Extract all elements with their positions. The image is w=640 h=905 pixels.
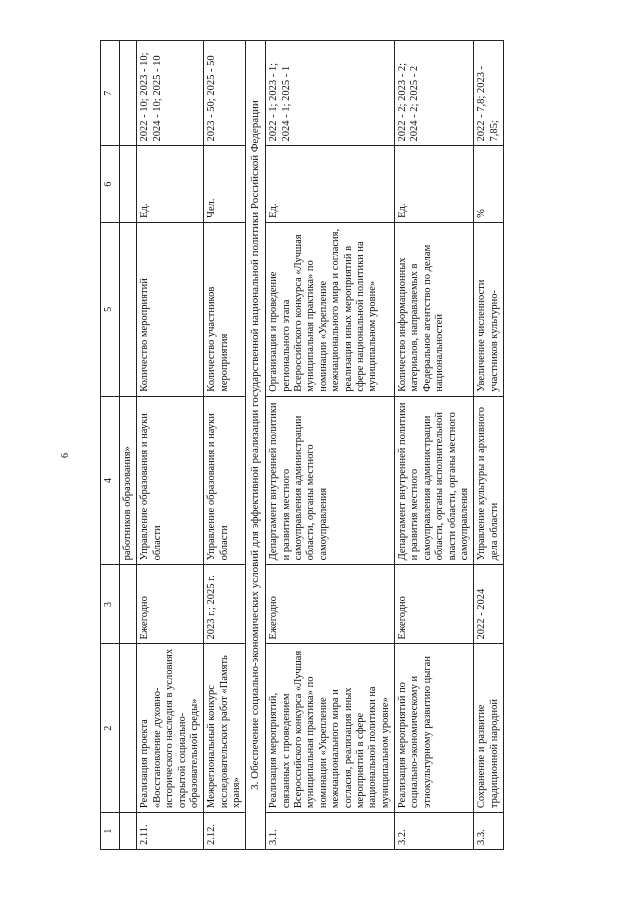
table-cell-col-4: работников образования» <box>120 396 137 565</box>
table-cell-col-6: % <box>474 146 504 222</box>
table-cell-col-5: Увеличение численности участников культурно- <box>474 222 504 396</box>
table-cell-col-3: Ежегодно <box>395 565 474 644</box>
page-number: 6 <box>60 453 71 458</box>
table-cell-col-4: Управление образования и науки области <box>137 396 204 565</box>
section-heading-row <box>246 41 266 850</box>
column-header-6: 6 <box>101 146 120 222</box>
table-cell-col-3: 2023 г.; 2025 г. <box>204 565 246 644</box>
table-cell-col-4: Управление образования и науки области <box>204 396 246 565</box>
table-cell-col-7 <box>120 41 137 146</box>
table-cell-col-5: Количество участников мероприятия <box>204 222 246 396</box>
column-header-5: 5 <box>101 222 120 396</box>
table-cell-col-4: Департамент внутренней политики и развития местного самоуправления администрации области, органы исполнительной власти области, органы местного самоуправления <box>395 396 474 565</box>
table-cell-col-1: 3.1. <box>266 813 395 850</box>
table-cell-col-1: 3.2. <box>395 813 474 850</box>
table-cell-col-3: Ежегодно <box>266 565 395 644</box>
continuation-row <box>120 41 137 850</box>
column-header-7: 7 <box>101 41 120 146</box>
table-cell-col-3: Ежегодно <box>137 565 204 644</box>
table-row <box>204 41 246 850</box>
column-header-3: 3 <box>101 565 120 644</box>
table-cell-col-4: Управление культуры и архивного дела области <box>474 396 504 565</box>
header-row <box>101 41 120 850</box>
table-cell-col-5 <box>120 222 137 396</box>
column-header-4: 4 <box>101 396 120 565</box>
table-cell-col-3 <box>120 565 137 644</box>
table-cell-col-7: 2022 - 1; 2023 - 1; 2024 - 1; 2025 - 1 <box>266 41 395 146</box>
table-row <box>266 41 395 850</box>
table-cell-col-5: Количество информационных материалов, направляемых в Федеральное агентство по делам национальностей <box>395 222 474 396</box>
table-row <box>137 41 204 850</box>
table-cell-col-3: 2022 - 2024 <box>474 565 504 644</box>
table-cell-col-7: 2022 - 2; 2023 - 2; 2024 - 2; 2025 - 2 <box>395 41 474 146</box>
table-cell-col-7: 2023 - 50; 2025 - 50 <box>204 41 246 146</box>
section-heading: 3. Обеспечение социально-экономических условий для эффективной реализации государственной национальной политики Российской Федерации <box>246 41 266 850</box>
table-cell-col-2: Реализация мероприятий, связанных с проведением Всероссийского конкурса «Лучшая муниципальная практика» по номинации «Укрепление межнационального мира и согласия, реализация иных мероприятий в сфере национальной политики на муниципальном уровне» <box>266 644 395 813</box>
table-cell-col-7: 2022 - 7,8; 2023 - 7,85; <box>474 41 504 146</box>
table-cell-col-1 <box>120 813 137 850</box>
table-cell-col-6 <box>120 146 137 222</box>
table-cell-col-6: Ед. <box>137 146 204 222</box>
table-body <box>120 41 504 850</box>
table-cell-col-2 <box>120 644 137 813</box>
table-cell-col-6: Ед. <box>266 146 395 222</box>
table-cell-col-2: Реализация мероприятий по социально-экономическому и этнокультурному развитию цыган <box>395 644 474 813</box>
table-cell-col-1: 2.11. <box>137 813 204 850</box>
table-cell-col-6: Чел. <box>204 146 246 222</box>
column-header-1: 1 <box>101 813 120 850</box>
table-row <box>474 41 504 850</box>
table-cell-col-1: 2.12. <box>204 813 246 850</box>
table-cell-col-7: 2022 - 10; 2023 - 10; 2024 - 10; 2025 - 10 <box>137 41 204 146</box>
table-cell-col-6: Ед. <box>395 146 474 222</box>
column-header-2: 2 <box>101 644 120 813</box>
table-cell-col-5: Количество мероприятий <box>137 222 204 396</box>
activities-table <box>100 40 504 850</box>
table-cell-col-2: Реализация проекта «Восстановление духовно-исторического наследия в условиях открытой социально-образовательной среды» <box>137 644 204 813</box>
table-cell-col-1: 3.3. <box>474 813 504 850</box>
table-cell-col-2: Межрегиональный конкурс исследовательских работ «Память храня» <box>204 644 246 813</box>
table-cell-col-5: Организация и проведение регионального этапа Всероссийского конкурса «Лучшая муниципальная практика» по номинации «Укрепление межнационального мира и согласия, реализация иных мероприятий в сфере национальной политики на муниципальном уровне» <box>266 222 395 396</box>
rotated-table-wrapper <box>100 40 620 850</box>
table-cell-col-4: Департамент внутренней политики и развития местного самоуправления администрации области, органы местного самоуправления <box>266 396 395 565</box>
table-cell-col-2: Сохранение и развитие традиционной народной <box>474 644 504 813</box>
table-row <box>395 41 474 850</box>
